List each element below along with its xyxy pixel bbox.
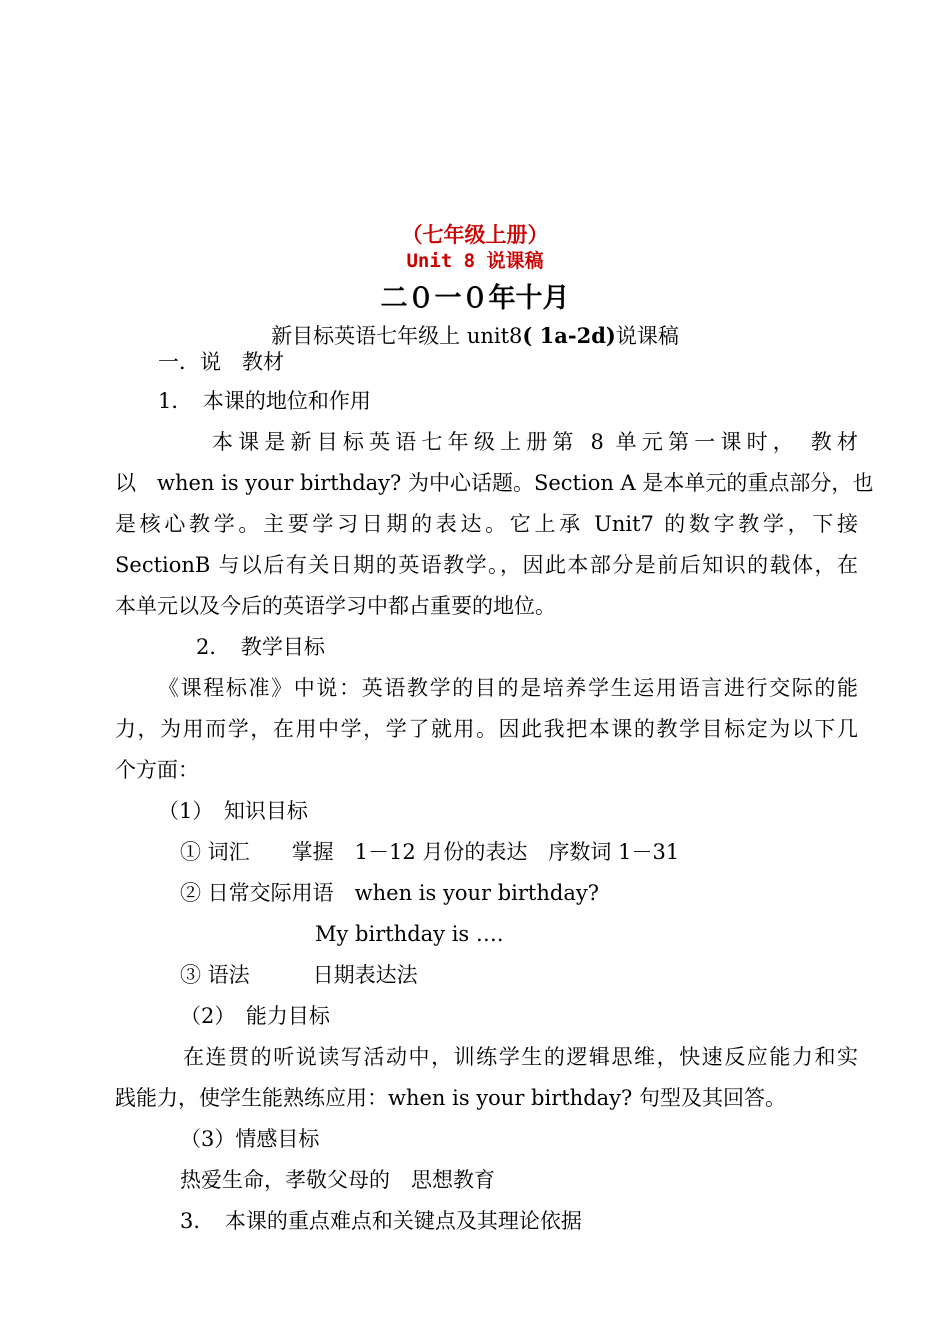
goal-3-heading: （3）情感目标: [180, 1127, 320, 1151]
document-title-prefix: 新目标英语七年级上 unit8: [271, 324, 523, 348]
goal-1-heading: （1） 知识目标: [158, 799, 308, 823]
subsection-1-3-heading: 3． 本课的重点难点和关键点及其理论依据: [180, 1209, 582, 1233]
document-title: [0, 323, 950, 349]
grade-label: （七年级上册）: [401, 222, 549, 247]
paragraph-3-line-1: 在连贯的听说读写活动中，训练学生的逻辑思维，快速反应能力和实: [183, 1045, 858, 1069]
document-title-suffix: 说课稿: [615, 324, 679, 348]
document-title-bold: ( 1a-2d): [522, 323, 616, 348]
goal-3-text: 热爱生命，孝敬父母的 思想教育: [180, 1168, 495, 1192]
paragraph-2-line-2: 力，为用而学，在用中学，学了就用。因此我把本课的教学目标定为以下几: [115, 717, 858, 741]
subsection-1-2-heading: 2． 教学目标: [196, 635, 325, 659]
goal-1-grammar: ③ 语法 日期表达法: [180, 963, 418, 987]
paragraph-2-line-3: 个方面：: [115, 758, 199, 782]
paragraph-3-line-2: 践能力，使学生能熟练应用：when is your birthday? 句型及其回答。: [115, 1086, 786, 1110]
paragraph-2-line-1: 《课程标准》中说：英语教学的目的是培养学生运用语言进行交际的能: [158, 676, 858, 700]
paragraph-1-line-3: 是核心教学。主要学习日期的表达。它上承 Unit7 的数字教学，下接: [115, 512, 858, 536]
section-1-heading: 一．说 教材: [158, 350, 284, 374]
paragraph-1-line-5: 本单元以及今后的英语学习中都占重要的地位。: [115, 594, 556, 618]
subsection-1-1-heading: 1． 本课的地位和作用: [158, 389, 371, 413]
document-date: 二０一０年十月: [380, 283, 570, 314]
goal-1-expressions: ② 日常交际用语 when is your birthday?: [180, 881, 599, 905]
goal-1-vocabulary: ① 词汇 掌握 1－12 月份的表达 序数词 1－31: [180, 840, 680, 864]
goal-2-heading: （2） 能力目标: [180, 1004, 330, 1028]
paragraph-1-line-1: 本课是新目标英语七年级上册第 8 单元第一课时， 教材: [212, 430, 858, 454]
paragraph-1-line-2: 以 when is your birthday? 为中心话题。Section A 是本单元的重点部分，也: [115, 471, 874, 495]
goal-1-expressions-answer: My birthday is ….: [315, 922, 504, 946]
paragraph-1-line-4: SectionB 与以后有关日期的英语教学。，因此本部分是前后知识的载体，在: [115, 553, 858, 577]
unit-title: Unit 8 说课稿: [406, 250, 544, 272]
